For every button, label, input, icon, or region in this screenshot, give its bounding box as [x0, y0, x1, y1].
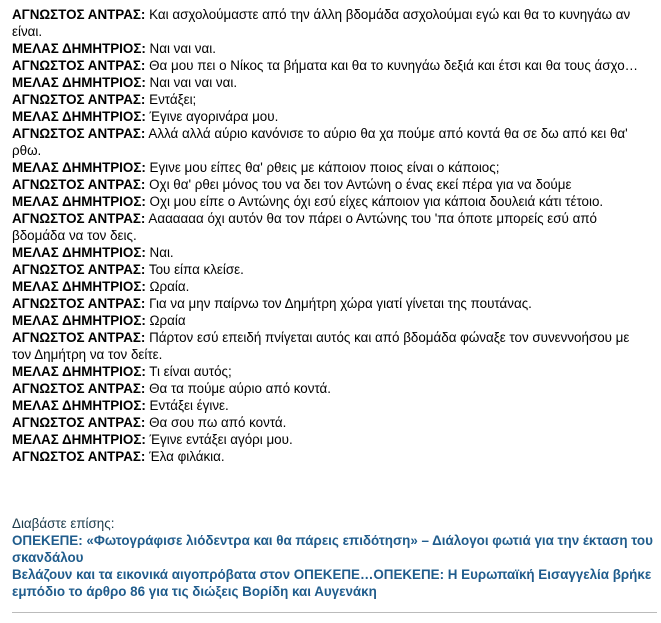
speaker-name: ΜΕΛΑΣ ΔΗΜΗΤΡΙΟΣ: [12, 245, 146, 260]
utterance-text: Εγινε μου είπες θα' ρθεις με κάποιον ποιος είναι ο κάποιος; [149, 160, 500, 175]
speaker-name: ΑΓΝΩΣΤΟΣ ΑΝΤΡΑΣ: [12, 211, 146, 226]
transcript-line [12, 40, 652, 57]
transcript-line [12, 159, 652, 176]
transcript-line [12, 91, 652, 108]
transcript [12, 6, 652, 465]
read-also-label: Διαβάστε επίσης: [12, 516, 115, 531]
related-article-link[interactable]: ΟΠΕΚΕΠΕ: «Φωτογράφισε λιόδεντρα και θα πάρεις επιδότηση» – Διάλογοι φωτιά για την έκταση του σκανδάλου [12, 533, 653, 565]
utterance-text: Ααααααα όχι αυτόν θα τον πάρει ο Αντώνης του 'πα όποτε μπορείς εσύ από βδομάδα να τον δεις. [12, 211, 598, 243]
transcript-line [12, 431, 652, 448]
utterance-text: Πάρτον εσύ επειδή πνίγεται αυτός και από βδομάδα φώναξε τον συνεννοήσου με τον Δημήτρη να τον δείτε. [12, 330, 630, 362]
speaker-name: ΑΓΝΩΣΤΟΣ ΑΝΤΡΑΣ: [12, 7, 146, 22]
related-article-link[interactable]: Βελάζουν και τα εικονικά αιγοπρόβατα στον ΟΠΕΚΕΠΕ…ΟΠΕΚΕΠΕ: Η Ευρωπαϊκή Εισαγγελία βρήκε εμπόδιο το άρθρο 86 για τις διώξεις Βορίδη και Αυγενάκη [12, 567, 652, 599]
read-also-section [12, 515, 657, 600]
utterance-text: Οχι μου είπε ο Αντώνης όχι εσύ είχες κάποιον για κάποια δουλειά κάτι τέτοιο. [149, 194, 604, 209]
utterance-text: Και ασχολούμαστε από την άλλη βδομάδα ασχολούμαι εγώ και θα το κυνηγάω αν είναι. [12, 7, 631, 39]
speaker-name: ΜΕΛΑΣ ΔΗΜΗΤΡΙΟΣ: [12, 41, 146, 56]
speaker-name: ΜΕΛΑΣ ΔΗΜΗΤΡΙΟΣ: [12, 313, 146, 328]
utterance-text: Για να μην παίρνω τον Δημήτρη χώρα γιατί γίνεται της πουτάνας. [149, 296, 532, 311]
speaker-name: ΜΕΛΑΣ ΔΗΜΗΤΡΙΟΣ: [12, 160, 146, 175]
utterance-text: Ναι ναι ναι. [149, 41, 216, 56]
speaker-name: ΑΓΝΩΣΤΟΣ ΑΝΤΡΑΣ: [12, 449, 146, 464]
speaker-name: ΑΓΝΩΣΤΟΣ ΑΝΤΡΑΣ: [12, 126, 146, 141]
transcript-line [12, 380, 652, 397]
utterance-text: Τι είναι αυτός; [149, 364, 232, 379]
speaker-name: ΜΕΛΑΣ ΔΗΜΗΤΡΙΟΣ: [12, 432, 146, 447]
utterance-text: Ναι ναι ναι ναι. [149, 75, 238, 90]
speaker-name: ΜΕΛΑΣ ΔΗΜΗΤΡΙΟΣ: [12, 109, 146, 124]
transcript-line [12, 244, 652, 261]
divider [12, 612, 657, 613]
utterance-text: Έγινε αγορινάρα μου. [149, 109, 279, 124]
speaker-name: ΜΕΛΑΣ ΔΗΜΗΤΡΙΟΣ: [12, 75, 146, 90]
speaker-name: ΜΕΛΑΣ ΔΗΜΗΤΡΙΟΣ: [12, 194, 146, 209]
speaker-name: ΜΕΛΑΣ ΔΗΜΗΤΡΙΟΣ: [12, 364, 146, 379]
transcript-line [12, 193, 652, 210]
transcript-line [12, 295, 652, 312]
utterance-text: Εντάξει; [149, 92, 197, 107]
utterance-text: Αλλά αλλά αύριο κανόνισε το αύριο θα χα πούμε από κοντά θα σε δω από κει θα' ρθω. [12, 126, 628, 158]
speaker-name: ΑΓΝΩΣΤΟΣ ΑΝΤΡΑΣ: [12, 330, 146, 345]
transcript-line [12, 57, 652, 74]
speaker-name: ΜΕΛΑΣ ΔΗΜΗΤΡΙΟΣ: [12, 398, 146, 413]
speaker-name: ΑΓΝΩΣΤΟΣ ΑΝΤΡΑΣ: [12, 415, 146, 430]
speaker-name: ΑΓΝΩΣΤΟΣ ΑΝΤΡΑΣ: [12, 177, 146, 192]
utterance-text: Θα μου πει ο Νίκος τα βήματα και θα το κυνηγάω δεξιά και έτσι και θα τους άσχο… [149, 58, 639, 73]
transcript-line [12, 363, 652, 380]
speaker-name: ΑΓΝΩΣΤΟΣ ΑΝΤΡΑΣ: [12, 381, 146, 396]
utterance-text: Θα τα πούμε αύριο από κοντά. [149, 381, 332, 396]
utterance-text: Έγινε εντάξει αγόρι μου. [149, 432, 293, 447]
transcript-line [12, 125, 652, 159]
transcript-line [12, 329, 652, 363]
speaker-name: ΑΓΝΩΣΤΟΣ ΑΝΤΡΑΣ: [12, 296, 146, 311]
utterance-text: Οχι θα' ρθει μόνος του να δει τον Αντώνη ο ένας εκεί πέρα για να δούμε [149, 177, 572, 192]
utterance-text: Εντάξει έγινε. [149, 398, 229, 413]
transcript-line [12, 108, 652, 125]
transcript-line [12, 6, 652, 40]
transcript-line [12, 210, 652, 244]
transcript-line [12, 278, 652, 295]
utterance-text: Θα σου πω από κοντά. [149, 415, 287, 430]
transcript-line [12, 176, 652, 193]
utterance-text: Ναι. [149, 245, 174, 260]
utterance-text: Ωραία. [149, 279, 190, 294]
transcript-line [12, 397, 652, 414]
transcript-line [12, 414, 652, 431]
transcript-line [12, 448, 652, 465]
transcript-line [12, 312, 652, 329]
transcript-line [12, 74, 652, 91]
speaker-name: ΑΓΝΩΣΤΟΣ ΑΝΤΡΑΣ: [12, 92, 146, 107]
speaker-name: ΑΓΝΩΣΤΟΣ ΑΝΤΡΑΣ: [12, 262, 146, 277]
speaker-name: ΜΕΛΑΣ ΔΗΜΗΤΡΙΟΣ: [12, 279, 146, 294]
speaker-name: ΑΓΝΩΣΤΟΣ ΑΝΤΡΑΣ: [12, 58, 146, 73]
utterance-text: Ωραία [149, 313, 186, 328]
utterance-text: Του είπα κλείσε. [148, 262, 244, 277]
transcript-line [12, 261, 652, 278]
utterance-text: Έλα φιλάκια. [149, 449, 225, 464]
